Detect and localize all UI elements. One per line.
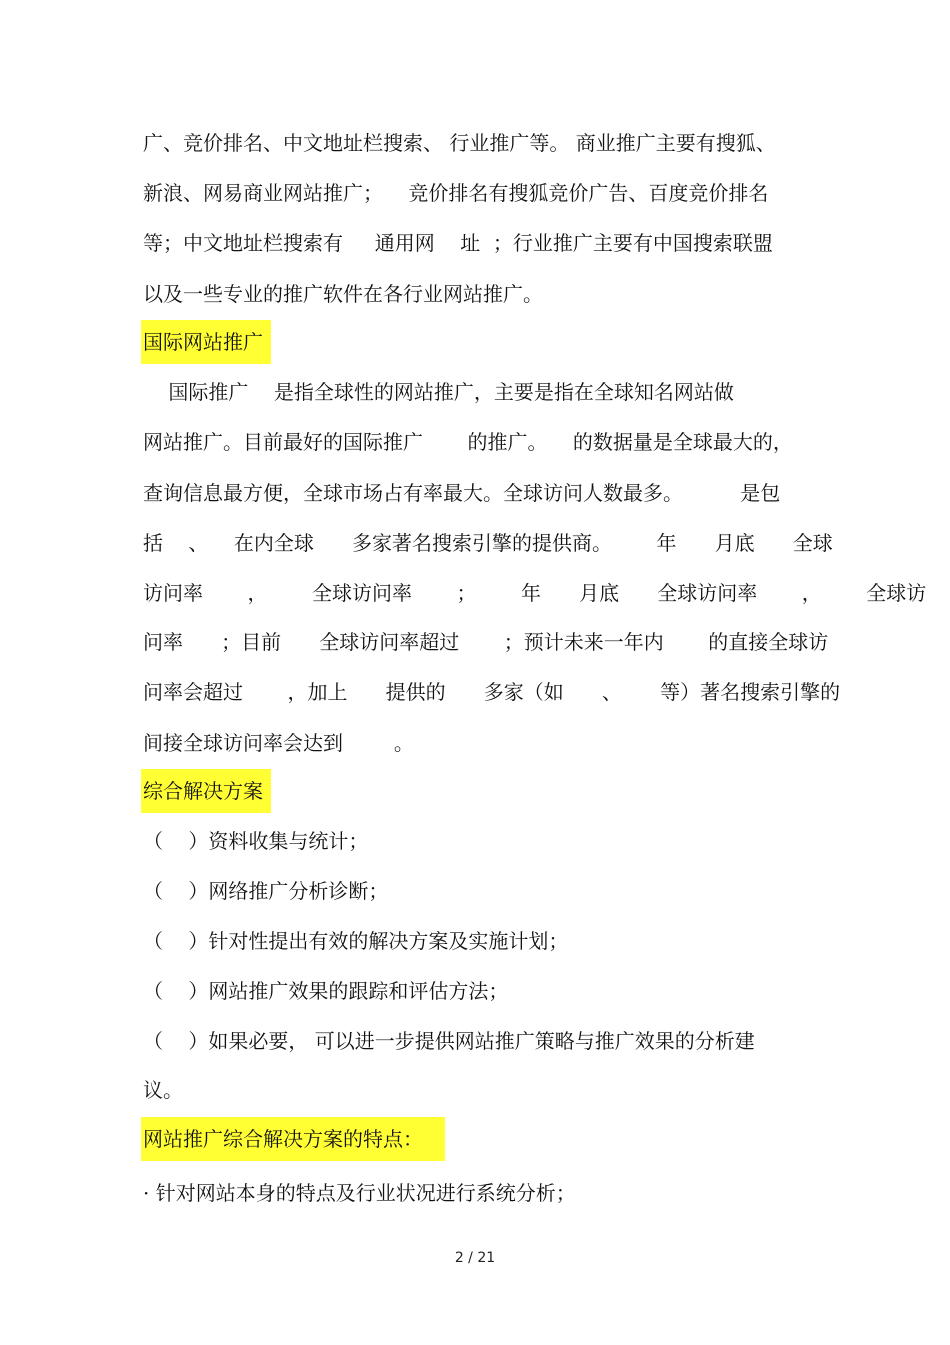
list-item: 议。 [143,1078,183,1102]
paragraph-line: 查询信息最方便，全球市场占有率最大。全球访问人数最多。 是包 [143,481,781,505]
paragraph-line: 问率会超过 ，加上 提供的 多家（如 、 等）著名搜索引擎的 [143,680,841,704]
paragraph-line: 国际推广 是指全球性的网站推广，主要是指在全球知名网站做 [143,380,734,404]
paragraph-line: 问率 ；目前 全球访问率超过 ；预计未来一年内 的直接全球访 [143,630,829,654]
section-heading-features: 网站推广综合解决方案的特点： [141,1117,445,1161]
paragraph-line: 等；中文地址栏搜索有 通用网 址 ；行业推广主要有中国搜索联盟 [143,231,773,255]
paragraph-line: 广、竞价排名、中文地址栏搜索、 行业推广等。 商业推广主要有搜狐、 [143,131,776,155]
list-item: （ ）网站推广效果的跟踪和评估方法； [143,979,509,1003]
section-heading-international: 国际网站推广 [141,320,271,364]
paragraph-line: 间接全球访问率会达到 。 [143,731,414,755]
paragraph-line: 新浪、网易商业网站推广； 竞价排名有搜狐竞价广告、百度竞价排名 [143,181,769,205]
paragraph-line: 网站推广。目前最好的国际推广 的推广。 的数据量是全球最大的， [143,430,793,454]
list-item: （ ）网络推广分析诊断； [143,879,389,903]
section-heading-solution: 综合解决方案 [141,769,271,813]
page-number: 2 / 21 [454,1250,496,1266]
paragraph-line: 访问率 ， 全球访问率 ； 年 月底 全球访问率 ， 全球访 [143,581,927,605]
list-item: · 针对网站本身的特点及行业状况进行系统分析； [143,1181,576,1205]
list-item: （ ）针对性提出有效的解决方案及实施计划； [143,929,569,953]
paragraph-line: 括 、 在内全球 多家著名搜索引擎的提供商。 年 月底 全球 [143,531,833,555]
paragraph-line: 以及一些专业的推广软件在各行业网站推广。 [143,282,543,306]
list-item: （ ）如果必要， 可以进一步提供网站推广策略与推广效果的分析建 [143,1029,755,1053]
list-item: （ ）资料收集与统计； [143,829,369,853]
